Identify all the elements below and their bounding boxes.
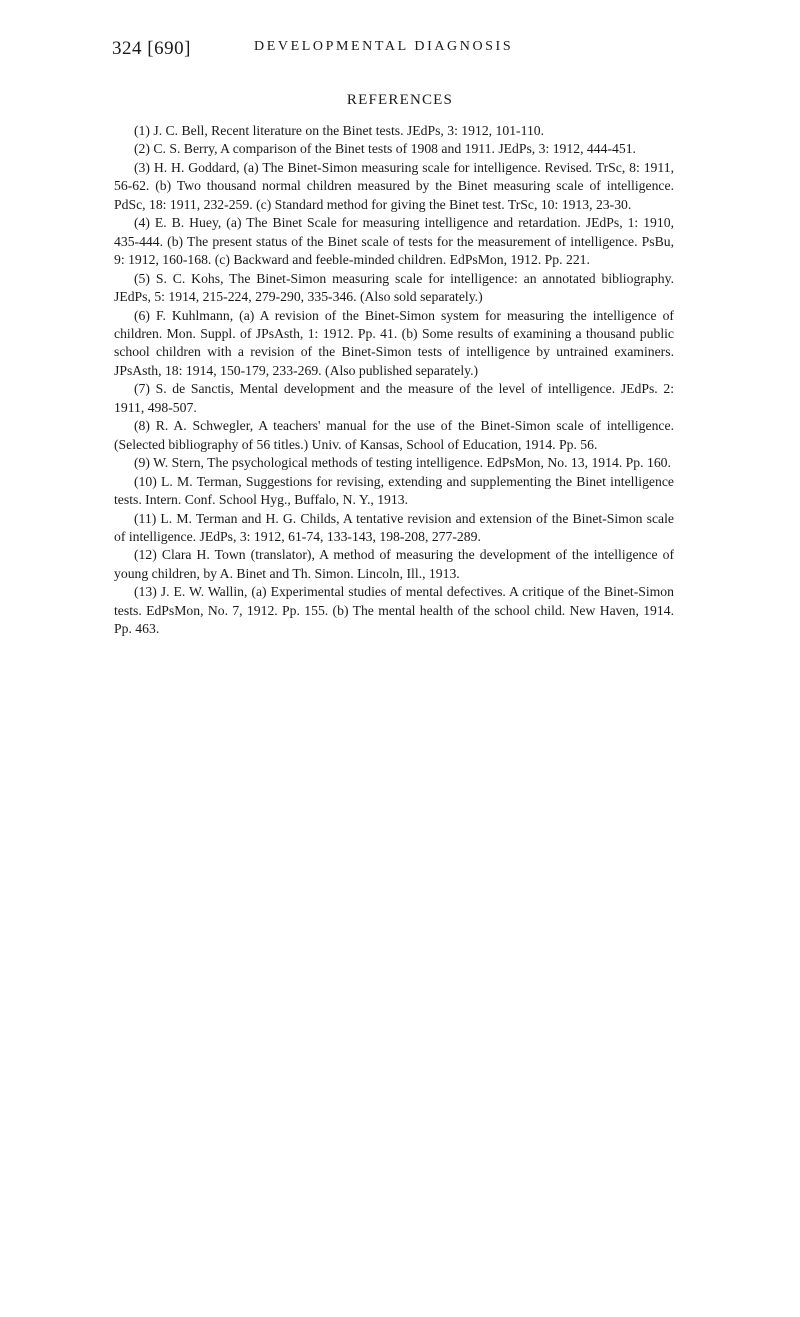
reference-item xyxy=(114,473,674,510)
reference-text: (10) L. M. Terman, Suggestions for revising, extending and supplementing the Binet intelligence tests. Intern. Conf. School Hyg., Buffalo, N. Y., 1913. xyxy=(114,473,674,508)
reference-item xyxy=(114,159,674,214)
reference-text: (12) Clara H. Town (translator), A method of measuring the development of the intelligence of young children, by A. Binet and Th. Simon. Lincoln, Ill., 1913. xyxy=(114,547,674,581)
section-title: REFERENCES xyxy=(346,92,454,108)
reference-item xyxy=(114,307,674,381)
reference-text: (6) F. Kuhlmann, (a) A revision of the Binet-Simon system for measuring the intelligence of children. Mon. Suppl. of JPsAsth, 1: 1912. Pp. 41. (b) Some results of examining a thousand public school children with a revision of the Binet-Simon tests of intelligence by untrained examiners. JPsAsth, 18: 1914, 150-179, 233-269. (Also published separately.) xyxy=(114,307,674,378)
reference-text: (13) J. E. W. Wallin, (a) Experimental studies of mental defectives. A critique of the Binet-Simon tests. EdPsMon, No. 7, 1912. Pp. 155. (b) The mental health of the school child. New Haven, 1914. Pp. 463. xyxy=(114,584,674,637)
reference-item xyxy=(114,510,674,547)
reference-text: (7) S. de Sanctis, Mental development and the measure of the level of intelligence. JEdPs. 2: 1911, 498-507. xyxy=(114,381,674,415)
reference-text: (5) S. C. Kohs, The Binet-Simon measuring scale for intelligence: an annotated bibliography. JEdPs, 5: 1914, 215-224, 279-290, 335-346. (Also sold separately.) xyxy=(114,270,674,305)
reference-text: (8) R. A. Schwegler, A teachers' manual for the use of the Binet-Simon scale of intelligence. (Selected bibliography of 56 titles.) Univ. of Kansas, School of Education, 1914. Pp. 56. xyxy=(114,418,674,452)
running-head xyxy=(112,38,672,62)
reference-item xyxy=(114,546,674,583)
reference-item xyxy=(114,417,674,454)
reference-item xyxy=(114,270,674,307)
reference-text: (4) E. B. Huey, (a) The Binet Scale for measuring intelligence and retardation. JEdPs, 1: 1910, 435-444. (b) The present status of the Binet scale of tests for the measurement of intelligence. PsBu, 9: 1912, 160-168. (c) Backward and feeble-minded children. EdPsMon, 1912. Pp. 221. xyxy=(114,215,674,268)
running-head-title: DEVELOPMENTAL DIAGNOSIS xyxy=(254,39,514,54)
page-number: 324 [690] xyxy=(112,38,191,59)
reference-item xyxy=(114,122,674,140)
reference-text: (2) C. S. Berry, A comparison of the Binet tests of 1908 and 1911. JEdPs, 3: 1912, 444-451. xyxy=(134,141,636,157)
reference-text: (9) W. Stern, The psychological methods of testing intelligence. EdPsMon, No. 13, 1914. Pp. 160. xyxy=(134,455,671,471)
reference-item xyxy=(114,140,674,158)
reference-item xyxy=(114,454,674,472)
reference-list xyxy=(114,122,674,639)
reference-text: (11) L. M. Terman and H. G. Childs, A tentative revision and extension of the Binet-Simon scale of intelligence. JEdPs, 3: 1912, 61-74, 133-143, 198-208, 277-289. xyxy=(114,510,674,544)
reference-text: (1) J. C. Bell, Recent literature on the Binet tests. JEdPs, 3: 1912, 101-110. xyxy=(134,123,545,138)
reference-item xyxy=(114,380,674,417)
reference-text: (3) H. H. Goddard, (a) The Binet-Simon measuring scale for intelligence. Revised. TrSc, 8: 1911, 56-62. (b) Two thousand normal children measured by the Binet measuring scale of intelligence. PdSc, 18: 1911, 232-259. (c) Standard method for giving the Binet test. TrSc, 10: 1913, 23-30. xyxy=(114,159,674,212)
reference-item xyxy=(114,583,674,638)
reference-item xyxy=(114,214,674,269)
